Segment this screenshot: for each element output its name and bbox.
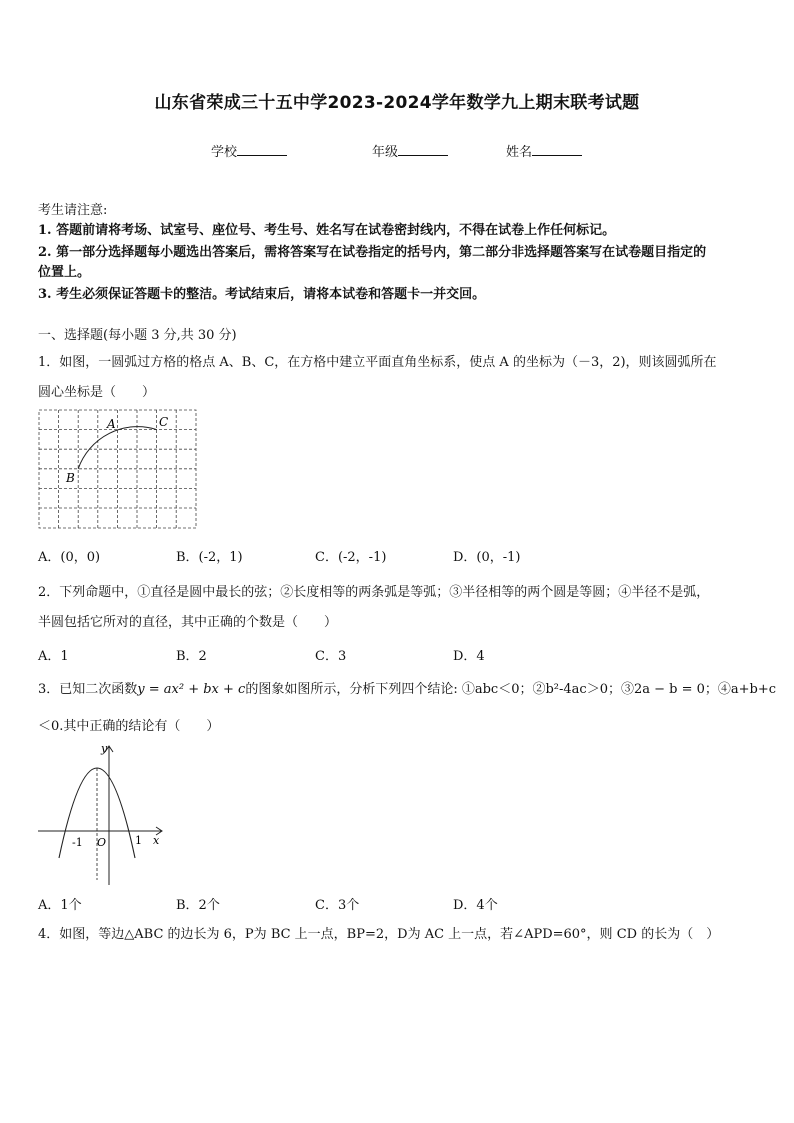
notice-item-3: 3. 考生必须保证答题卡的整洁。考试结束后，请将本试卷和答题卡一并交回。 (38, 287, 486, 302)
q3-text-line1 (38, 680, 777, 700)
q3-option-c[interactable]: C．3个 (315, 898, 360, 913)
q3-text-b: 的图象如图所示，分析下列四个结论: ①abc＜0；②b²-4ac＞0；③2a − b = 0；④a+b+c (245, 682, 777, 697)
q2-text-line1: 2．下列命题中，①直径是圆中最长的弦；②长度相等的两条弧是等弧；③半径相等的两个圆是等圆；④半径不是弧， (38, 585, 710, 600)
q1-option-b[interactable]: B．(-2，1) (176, 550, 243, 565)
section-heading: 一、选择题(每小题 3 分,共 30 分) (38, 328, 237, 343)
q2-option-a[interactable]: A．1 (38, 649, 69, 664)
q1-text-line2: 圆心坐标是（ ） (38, 385, 156, 400)
grade-blank[interactable] (398, 143, 448, 156)
name-label: 姓名 (506, 145, 533, 160)
q1-grid-figure (38, 409, 198, 531)
q1-option-a[interactable]: A．(0，0) (38, 550, 101, 565)
q3-option-a[interactable]: A．1个 (38, 898, 82, 913)
school-blank[interactable] (237, 143, 287, 156)
school-label: 学校 (211, 145, 238, 160)
grade-label: 年级 (372, 145, 399, 160)
q3-option-b[interactable]: B．2个 (176, 898, 220, 913)
q3-label-origin: O (97, 836, 107, 849)
q4-text-line1: 4．如图，等边△ABC 的边长为 6，P为 BC 上一点，BP=2，D为 AC 上一点，若∠APD=60°，则 CD 的长为（ ） (38, 927, 720, 942)
q1-label-a: A (107, 417, 116, 431)
notice-item-2-cont: 位置上。 (38, 265, 91, 280)
q1-label-b: B (66, 471, 75, 485)
q3-text-a: 3．已知二次函数 (38, 682, 138, 697)
school-field (211, 141, 287, 160)
q1-text-line1: 1．如图，一圆弧过方格的格点 A、B、C，在方格中建立平面直角坐标系，使点 A 的坐标为（－3，2)，则该圆弧所在 (38, 355, 717, 370)
q1-option-c[interactable]: C．(-2，-1) (315, 550, 387, 565)
name-field (506, 141, 582, 160)
q3-label-1: 1 (135, 834, 142, 847)
q3-parabola-figure (36, 740, 171, 888)
q3-label-x: x (153, 834, 160, 847)
q2-option-c[interactable]: C．3 (315, 649, 347, 664)
q2-text-line2: 半圆包括它所对的直径，其中正确的个数是（ ） (38, 615, 338, 630)
name-blank[interactable] (532, 143, 582, 156)
page-title: 山东省荣成三十五中学2023-2024学年数学九上期末联考试题 (154, 93, 640, 113)
q3-text-line2: ＜0.其中正确的结论有（ ） (38, 719, 220, 734)
notice-heading: 考生请注意: (38, 203, 108, 218)
grade-field (372, 141, 448, 160)
q1-label-c: C (159, 415, 169, 429)
q2-option-d[interactable]: D．4 (453, 649, 485, 664)
q3-option-d[interactable]: D．4个 (453, 898, 498, 913)
q1-option-d[interactable]: D．(0，-1) (453, 550, 521, 565)
q2-option-b[interactable]: B．2 (176, 649, 207, 664)
q3-label-y: y (101, 742, 108, 755)
q3-label-neg1: -1 (72, 836, 83, 849)
q3-formula: y = ax² + bx + c (137, 682, 246, 697)
notice-item-1: 1. 答题前请将考场、试室号、座位号、考生号、姓名写在试卷密封线内，不得在试卷上作任何标记。 (38, 223, 616, 238)
notice-item-2: 2. 第一部分选择题每小题选出答案后，需将答案写在试卷指定的括号内，第二部分非选择题答案写在试卷题目指定的 (38, 245, 707, 260)
